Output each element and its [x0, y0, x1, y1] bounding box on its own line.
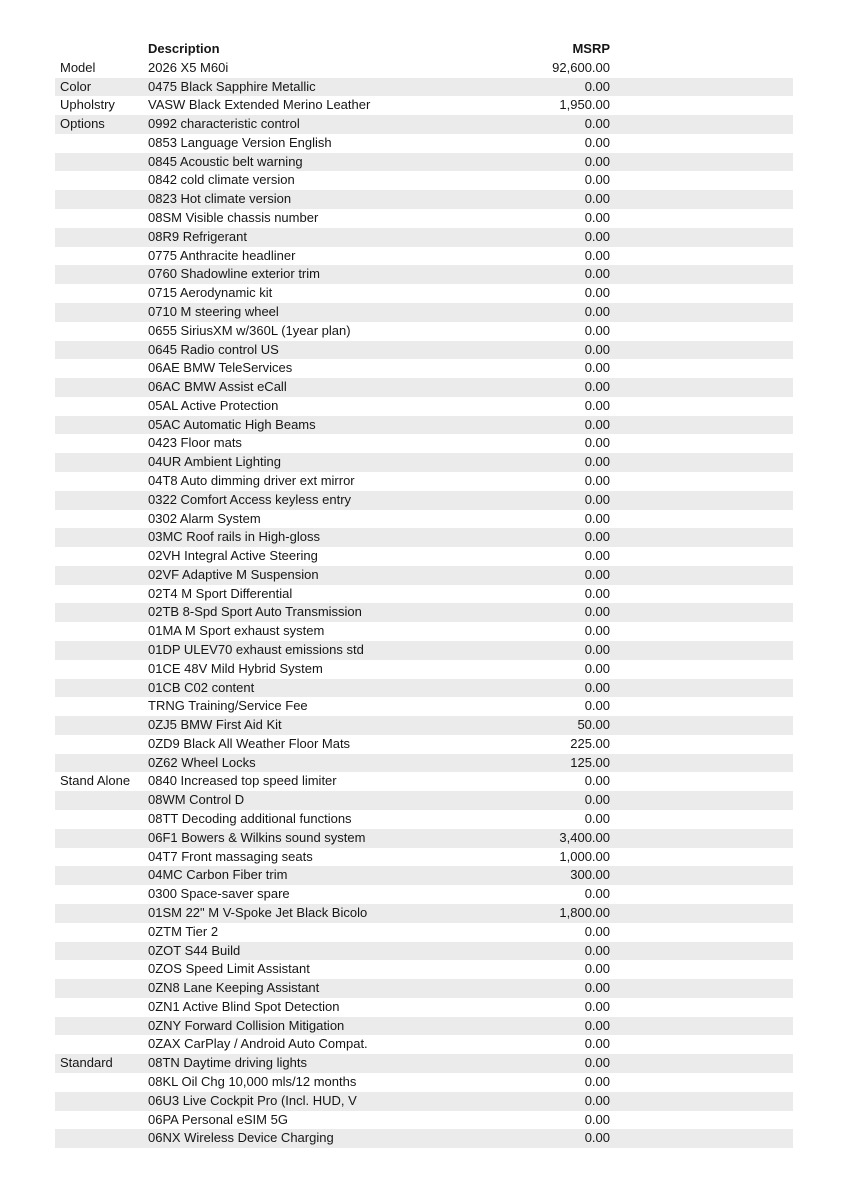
table-header-row [55, 40, 793, 59]
row-category [55, 660, 148, 679]
row-filler [610, 585, 793, 604]
table-row [55, 603, 793, 622]
row-description: 06AE BMW TeleServices [148, 360, 293, 376]
row-filler [610, 472, 793, 491]
row-category [55, 322, 148, 341]
row-category [55, 829, 148, 848]
row-description: 0ZN8 Lane Keeping Assistant [148, 980, 320, 996]
row-description: 0475 Black Sapphire Metallic [148, 78, 316, 94]
row-msrp: 0.00 [584, 1036, 610, 1052]
row-description: 0ZAX CarPlay / Android Auto Compat. [148, 1036, 368, 1052]
row-msrp: 225.00 [570, 735, 610, 751]
row-msrp: 0.00 [584, 172, 610, 188]
row-filler [610, 679, 793, 698]
row-description: 0775 Anthracite headliner [148, 247, 296, 263]
table-row [55, 904, 793, 923]
row-filler [610, 754, 793, 773]
row-description: 02VF Adaptive M Suspension [148, 566, 319, 582]
row-description: VASW Black Extended Merino Leather [148, 97, 371, 113]
row-filler [610, 1092, 793, 1111]
table-row [55, 622, 793, 641]
row-description: 08SM Visible chassis number [148, 210, 319, 226]
table-row [55, 829, 793, 848]
table-row [55, 1129, 793, 1148]
row-msrp: 0.00 [584, 491, 610, 507]
row-msrp: 1,950.00 [559, 97, 610, 113]
row-msrp: 1,000.00 [559, 848, 610, 864]
table-row [55, 96, 793, 115]
row-category [55, 641, 148, 660]
row-description: 0ZNY Forward Collision Mitigation [148, 1017, 345, 1033]
row-filler [610, 78, 793, 97]
row-description: 0300 Space-saver spare [148, 886, 290, 902]
row-msrp: 0.00 [584, 811, 610, 827]
row-msrp: 0.00 [584, 78, 610, 94]
row-msrp: 0.00 [584, 454, 610, 470]
row-category [55, 510, 148, 529]
row-description: 0ZTM Tier 2 [148, 923, 219, 939]
row-category [55, 791, 148, 810]
row-filler [610, 341, 793, 360]
row-filler [610, 59, 793, 78]
table-row [55, 341, 793, 360]
row-description: 0715 Aerodynamic kit [148, 285, 273, 301]
table-row [55, 284, 793, 303]
table-row [55, 566, 793, 585]
row-category [55, 735, 148, 754]
row-description: 0ZOS Speed Limit Assistant [148, 961, 310, 977]
row-category [55, 453, 148, 472]
row-description: 0823 Hot climate version [148, 191, 292, 207]
table-row [55, 866, 793, 885]
row-msrp: 0.00 [584, 285, 610, 301]
row-filler [610, 359, 793, 378]
row-category: Stand Alone [60, 773, 131, 789]
row-category [55, 1092, 148, 1111]
row-category [55, 960, 148, 979]
row-filler [610, 434, 793, 453]
table-row [55, 1035, 793, 1054]
row-description: 0Z62 Wheel Locks [148, 754, 256, 770]
row-category [55, 1129, 148, 1148]
row-msrp: 0.00 [584, 134, 610, 150]
row-msrp: 0.00 [584, 153, 610, 169]
row-filler [610, 1054, 793, 1073]
row-description: 05AC Automatic High Beams [148, 416, 316, 432]
table-row [55, 134, 793, 153]
table-row [55, 228, 793, 247]
row-description: 01SM 22" M V-Spoke Jet Black Bicolo [148, 904, 368, 920]
row-category [55, 998, 148, 1017]
row-category [55, 603, 148, 622]
row-category [55, 942, 148, 961]
row-category [55, 491, 148, 510]
row-msrp: 0.00 [584, 961, 610, 977]
row-description: TRNG Training/Service Fee [148, 698, 308, 714]
row-filler [610, 641, 793, 660]
row-msrp: 0.00 [584, 379, 610, 395]
row-msrp: 0.00 [584, 1017, 610, 1033]
row-description: 2026 X5 M60i [148, 59, 229, 75]
row-description: 08WM Control D [148, 792, 245, 808]
table-row [55, 547, 793, 566]
table-row [55, 772, 793, 791]
header-filler [610, 40, 793, 59]
row-msrp: 0.00 [584, 660, 610, 676]
row-msrp: 0.00 [584, 998, 610, 1014]
row-msrp: 0.00 [584, 1130, 610, 1146]
row-description: 06NX Wireless Device Charging [148, 1130, 334, 1146]
row-description: 06U3 Live Cockpit Pro (Incl. HUD, V [148, 1092, 357, 1108]
row-filler [610, 209, 793, 228]
row-filler [610, 228, 793, 247]
row-category [55, 303, 148, 322]
table-row [55, 528, 793, 547]
row-description: 04UR Ambient Lighting [148, 454, 281, 470]
table-row [55, 397, 793, 416]
row-filler [610, 547, 793, 566]
row-msrp: 0.00 [584, 247, 610, 263]
row-msrp: 0.00 [584, 322, 610, 338]
row-filler [610, 171, 793, 190]
row-msrp: 3,400.00 [559, 829, 610, 845]
row-category [55, 679, 148, 698]
row-filler [610, 829, 793, 848]
row-description: 06F1 Bowers & Wilkins sound system [148, 829, 366, 845]
row-msrp: 0.00 [584, 210, 610, 226]
table-row [55, 810, 793, 829]
table-row [55, 848, 793, 867]
row-filler [610, 416, 793, 435]
row-filler [610, 848, 793, 867]
row-category [55, 716, 148, 735]
row-msrp: 0.00 [584, 397, 610, 413]
row-description: 0302 Alarm System [148, 510, 261, 526]
row-category: Options [60, 116, 105, 132]
row-filler [610, 303, 793, 322]
table-row [55, 59, 793, 78]
row-category [55, 585, 148, 604]
table-row [55, 923, 793, 942]
row-description: 0840 Increased top speed limiter [148, 773, 337, 789]
row-description: 0ZD9 Black All Weather Floor Mats [148, 735, 351, 751]
row-category [55, 134, 148, 153]
rows-container [55, 59, 793, 1148]
row-filler [610, 322, 793, 341]
table-row [55, 754, 793, 773]
row-filler [610, 378, 793, 397]
row-description: 0710 M steering wheel [148, 303, 279, 319]
row-category [55, 190, 148, 209]
row-msrp: 0.00 [584, 679, 610, 695]
table-row [55, 265, 793, 284]
row-filler [610, 923, 793, 942]
row-category [55, 153, 148, 172]
row-filler [610, 885, 793, 904]
row-category [55, 885, 148, 904]
row-msrp: 0.00 [584, 642, 610, 657]
row-description: 06AC BMW Assist eCall [148, 379, 287, 395]
table-row [55, 359, 793, 378]
row-msrp: 0.00 [584, 942, 610, 958]
row-filler [610, 265, 793, 284]
table-row [55, 697, 793, 716]
row-category [55, 754, 148, 773]
row-description: 0842 cold climate version [148, 172, 295, 188]
table-row [55, 303, 793, 322]
table-row [55, 434, 793, 453]
row-category [55, 228, 148, 247]
row-msrp: 0.00 [584, 341, 610, 357]
row-category [55, 848, 148, 867]
row-filler [610, 397, 793, 416]
row-msrp: 0.00 [584, 1111, 610, 1127]
row-description: 04T8 Auto dimming driver ext mirror [148, 472, 355, 488]
row-msrp: 0.00 [584, 360, 610, 376]
row-category [55, 1111, 148, 1130]
row-filler [610, 979, 793, 998]
row-msrp: 0.00 [584, 416, 610, 432]
row-filler [610, 866, 793, 885]
row-msrp: 0.00 [584, 566, 610, 582]
table-row [55, 716, 793, 735]
row-category [55, 622, 148, 641]
row-msrp: 125.00 [570, 754, 610, 770]
row-description: 0853 Language Version English [148, 134, 332, 150]
row-description: 0ZOT S44 Build [148, 942, 241, 958]
row-category: Standard [60, 1055, 113, 1071]
row-category [55, 171, 148, 190]
row-description: 02TB 8-Spd Sport Auto Transmission [148, 604, 362, 620]
row-msrp: 0.00 [584, 510, 610, 526]
row-description: 03MC Roof rails in High-gloss [148, 529, 320, 545]
row-msrp: 0.00 [584, 792, 610, 808]
row-msrp: 0.00 [584, 773, 610, 789]
row-category [55, 472, 148, 491]
row-filler [610, 735, 793, 754]
table-row [55, 171, 793, 190]
row-filler [610, 960, 793, 979]
row-filler [610, 942, 793, 961]
row-category [55, 341, 148, 360]
row-filler [610, 791, 793, 810]
row-category [55, 1073, 148, 1092]
row-category [55, 359, 148, 378]
row-description: 01CB C02 content [148, 679, 255, 695]
row-description: 01CE 48V Mild Hybrid System [148, 660, 323, 676]
table-row [55, 585, 793, 604]
row-filler [610, 115, 793, 134]
row-description: 01MA M Sport exhaust system [148, 623, 325, 639]
row-category [55, 284, 148, 303]
row-category [55, 209, 148, 228]
table-row [55, 979, 793, 998]
table-row [55, 209, 793, 228]
row-description: 01DP ULEV70 exhaust emissions std [148, 642, 364, 657]
row-category [55, 866, 148, 885]
table-row [55, 885, 793, 904]
row-msrp: 0.00 [584, 266, 610, 282]
row-category [55, 697, 148, 716]
row-category [55, 378, 148, 397]
row-msrp: 0.00 [584, 980, 610, 996]
row-category [55, 247, 148, 266]
row-msrp: 0.00 [584, 1055, 610, 1071]
row-filler [610, 1035, 793, 1054]
row-msrp: 92,600.00 [552, 59, 610, 75]
row-msrp: 0.00 [584, 303, 610, 319]
table-row [55, 1017, 793, 1036]
table-row [55, 942, 793, 961]
row-description: 08R9 Refrigerant [148, 228, 247, 244]
row-description: 0655 SiriusXM w/360L (1year plan) [148, 322, 351, 338]
row-category: Color [60, 78, 92, 94]
row-filler [610, 998, 793, 1017]
table-row [55, 641, 793, 660]
table-row [55, 1073, 793, 1092]
table-row [55, 679, 793, 698]
row-msrp: 300.00 [570, 867, 610, 883]
table-row [55, 115, 793, 134]
row-description: 05AL Active Protection [148, 397, 279, 413]
description-header: Description [148, 41, 220, 56]
row-filler [610, 660, 793, 679]
row-filler [610, 1017, 793, 1036]
row-category [55, 810, 148, 829]
table-row [55, 1111, 793, 1130]
row-msrp: 0.00 [584, 923, 610, 939]
table-row [55, 510, 793, 529]
row-msrp: 0.00 [584, 472, 610, 488]
row-description: 02VH Integral Active Steering [148, 548, 318, 564]
row-filler [610, 190, 793, 209]
table-row [55, 1092, 793, 1111]
row-category [55, 547, 148, 566]
row-description: 0423 Floor mats [148, 435, 242, 451]
row-msrp: 0.00 [584, 228, 610, 244]
row-filler [610, 1111, 793, 1130]
row-filler [610, 622, 793, 641]
table-row [55, 472, 793, 491]
table-row [55, 190, 793, 209]
table-row [55, 735, 793, 754]
row-msrp: 50.00 [577, 717, 610, 733]
row-category [55, 416, 148, 435]
row-filler [610, 153, 793, 172]
row-description: 04MC Carbon Fiber trim [148, 867, 288, 883]
row-description: 08KL Oil Chg 10,000 mls/12 months [148, 1073, 357, 1089]
row-category: Upholstry [60, 97, 115, 113]
row-msrp: 0.00 [584, 604, 610, 620]
row-msrp: 0.00 [584, 623, 610, 639]
table-row [55, 960, 793, 979]
row-category [55, 434, 148, 453]
row-filler [610, 603, 793, 622]
row-msrp: 0.00 [584, 548, 610, 564]
row-filler [610, 134, 793, 153]
msrp-header: MSRP [572, 41, 610, 56]
table-row [55, 247, 793, 266]
row-description: 06PA Personal eSIM 5G [148, 1111, 288, 1127]
row-filler [610, 772, 793, 791]
row-filler [610, 247, 793, 266]
row-category [55, 979, 148, 998]
row-category [55, 923, 148, 942]
table-row [55, 660, 793, 679]
row-description: 0645 Radio control US [148, 341, 279, 357]
row-filler [610, 96, 793, 115]
row-description: 0ZJ5 BMW First Aid Kit [148, 717, 282, 733]
table-row [55, 1054, 793, 1073]
row-msrp: 0.00 [584, 116, 610, 132]
row-category [55, 1017, 148, 1036]
table-row [55, 998, 793, 1017]
row-filler [610, 697, 793, 716]
row-msrp: 0.00 [584, 886, 610, 902]
row-description: 08TT Decoding additional functions [148, 811, 352, 827]
row-category: Model [60, 59, 96, 75]
row-filler [610, 1073, 793, 1092]
row-filler [610, 510, 793, 529]
table-row [55, 78, 793, 97]
row-filler [610, 810, 793, 829]
row-description: 0760 Shadowline exterior trim [148, 266, 320, 282]
row-msrp: 0.00 [584, 435, 610, 451]
row-msrp: 0.00 [584, 1073, 610, 1089]
row-msrp: 1,800.00 [559, 904, 610, 920]
table-row [55, 153, 793, 172]
table-row [55, 322, 793, 341]
row-description: 0992 characteristic control [148, 116, 300, 132]
row-description: 04T7 Front massaging seats [148, 848, 313, 864]
table-row [55, 378, 793, 397]
row-filler [610, 904, 793, 923]
row-filler [610, 453, 793, 472]
row-filler [610, 716, 793, 735]
row-msrp: 0.00 [584, 529, 610, 545]
row-category [55, 904, 148, 923]
row-filler [610, 528, 793, 547]
row-category [55, 1035, 148, 1054]
row-msrp: 0.00 [584, 698, 610, 714]
row-category [55, 528, 148, 547]
table-row [55, 491, 793, 510]
row-description: 0ZN1 Active Blind Spot Detection [148, 998, 340, 1014]
row-category [55, 265, 148, 284]
category-header [55, 40, 148, 59]
row-filler [610, 491, 793, 510]
row-category [55, 397, 148, 416]
row-description: 02T4 M Sport Differential [148, 585, 293, 601]
row-filler [610, 1129, 793, 1148]
table-row [55, 453, 793, 472]
row-description: 0322 Comfort Access keyless entry [148, 491, 352, 507]
row-filler [610, 284, 793, 303]
row-filler [610, 566, 793, 585]
table-row [55, 791, 793, 810]
vehicle-options-table [55, 40, 793, 1148]
row-msrp: 0.00 [584, 191, 610, 207]
row-description: 0845 Acoustic belt warning [148, 153, 303, 169]
row-msrp: 0.00 [584, 585, 610, 601]
row-description: 08TN Daytime driving lights [148, 1055, 307, 1071]
table-row [55, 416, 793, 435]
row-category [55, 566, 148, 585]
row-msrp: 0.00 [584, 1092, 610, 1108]
